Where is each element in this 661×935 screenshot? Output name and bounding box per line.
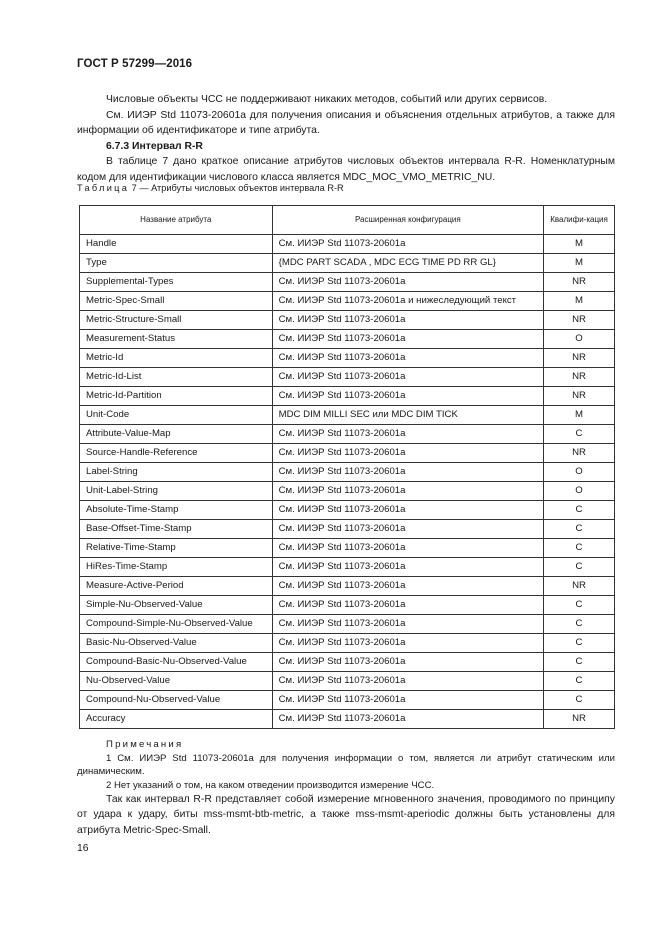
table-row	[80, 634, 615, 653]
cell-attribute-name: Type	[80, 254, 273, 273]
document-header: ГОСТ Р 57299—2016	[77, 58, 193, 70]
cell-attribute-name: Metric-Structure-Small	[80, 311, 273, 330]
cell-extended-config: См. ИИЭР Std 11073-20601а	[272, 691, 543, 710]
cell-attribute-name: Handle	[80, 235, 273, 254]
cell-attribute-name: Simple-Nu-Observed-Value	[80, 596, 273, 615]
cell-extended-config: См. ИИЭР Std 11073-20601а	[272, 577, 543, 596]
column-header-qualification: Квалифи-кация	[544, 206, 615, 235]
cell-attribute-name: Unit-Code	[80, 406, 273, 425]
notes	[77, 738, 615, 792]
cell-extended-config: См. ИИЭР Std 11073-20601а	[272, 539, 543, 558]
cell-extended-config: См. ИИЭР Std 11073-20601а	[272, 615, 543, 634]
table-row	[80, 520, 615, 539]
table-row	[80, 672, 615, 691]
table-row	[80, 710, 615, 729]
cell-attribute-name: Metric-Spec-Small	[80, 292, 273, 311]
final-text	[77, 792, 615, 838]
table-row	[80, 653, 615, 672]
table-row	[80, 463, 615, 482]
cell-attribute-name: HiRes-Time-Stamp	[80, 558, 273, 577]
cell-attribute-name: Measure-Active-Period	[80, 577, 273, 596]
table-row	[80, 311, 615, 330]
cell-qualification: О	[544, 482, 615, 501]
cell-qualification: NR	[544, 349, 615, 368]
cell-extended-config: См. ИИЭР Std 11073-20601а	[272, 558, 543, 577]
cell-attribute-name: Compound-Simple-Nu-Observed-Value	[80, 615, 273, 634]
cell-extended-config: MDC DIM MILLI SEC или MDC DIM TICK	[272, 406, 543, 425]
cell-extended-config: См. ИИЭР Std 11073-20601а	[272, 444, 543, 463]
cell-attribute-name: Measurement-Status	[80, 330, 273, 349]
cell-qualification: NR	[544, 577, 615, 596]
attributes-table	[79, 205, 615, 729]
cell-attribute-name: Unit-Label-String	[80, 482, 273, 501]
cell-extended-config: См. ИИЭР Std 11073-20601а	[272, 311, 543, 330]
table-row	[80, 482, 615, 501]
table-row	[80, 577, 615, 596]
section-heading: 6.7.3 Интервал R-R	[106, 140, 203, 152]
cell-qualification: О	[544, 330, 615, 349]
cell-qualification: С	[544, 653, 615, 672]
final-paragraph: Так как интервал R-R представляет собой измерение мгновенного значения, проводимого по принципу от удара к удару, биты mss-msmt-btb-metric, а также mss-msmt-aperiodic должны быть установлены для атрибута Metric-Spec-Small.	[77, 794, 615, 836]
cell-attribute-name: Base-Offset-Time-Stamp	[80, 520, 273, 539]
table-row	[80, 406, 615, 425]
cell-qualification: С	[544, 634, 615, 653]
intro-text	[77, 92, 615, 186]
table-row	[80, 615, 615, 634]
cell-qualification: NR	[544, 387, 615, 406]
column-header-config: Расширенная конфигурация	[272, 206, 543, 235]
table-row	[80, 235, 615, 254]
cell-extended-config: См. ИИЭР Std 11073-20601а	[272, 710, 543, 729]
cell-attribute-name: Metric-Id	[80, 349, 273, 368]
cell-extended-config: См. ИИЭР Std 11073-20601а	[272, 482, 543, 501]
note-item-2: 2 Нет указаний о том, на каком отведении производится измерение ЧСС.	[106, 779, 435, 791]
cell-qualification: NR	[544, 710, 615, 729]
table-row	[80, 368, 615, 387]
cell-qualification: NR	[544, 368, 615, 387]
cell-extended-config: См. ИИЭР Std 11073-20601а	[272, 387, 543, 406]
table-caption-label: Таблица	[77, 183, 130, 193]
cell-qualification: О	[544, 463, 615, 482]
note-item-1: 1 См. ИИЭР Std 11073-20601а для получения информации о том, является ли атрибут статическим или динамическим.	[77, 752, 615, 777]
table-row	[80, 501, 615, 520]
table-row	[80, 292, 615, 311]
cell-extended-config: См. ИИЭР Std 11073-20601а	[272, 634, 543, 653]
cell-attribute-name: Source-Handle-Reference	[80, 444, 273, 463]
cell-qualification: С	[544, 520, 615, 539]
cell-extended-config: См. ИИЭР Std 11073-20601а	[272, 596, 543, 615]
table-row	[80, 330, 615, 349]
table-row	[80, 691, 615, 710]
column-header-name: Название атрибута	[80, 206, 273, 235]
cell-attribute-name: Metric-Id-Partition	[80, 387, 273, 406]
cell-qualification: NR	[544, 273, 615, 292]
table-row	[80, 387, 615, 406]
table-row	[80, 558, 615, 577]
cell-extended-config: См. ИИЭР Std 11073-20601а	[272, 349, 543, 368]
cell-qualification: С	[544, 596, 615, 615]
table-row	[80, 596, 615, 615]
cell-attribute-name: Absolute-Time-Stamp	[80, 501, 273, 520]
cell-attribute-name: Accuracy	[80, 710, 273, 729]
table-row	[80, 273, 615, 292]
intro-paragraph-1: Числовые объекты ЧСС не поддерживают никаких методов, событий или других сервисов.	[106, 94, 548, 105]
cell-extended-config: {MDC PART SCADA , MDC ECG TIME PD RR GL}	[272, 254, 543, 273]
intro-paragraph-3: В таблице 7 дано краткое описание атрибутов числовых объектов интервала R-R. Номенклатурным кодом для идентификации числового класса является MDC_MOC_VMO_METRIC_NU.	[77, 156, 615, 183]
cell-qualification: М	[544, 235, 615, 254]
cell-qualification: С	[544, 615, 615, 634]
table-row	[80, 349, 615, 368]
table-row	[80, 444, 615, 463]
cell-extended-config: См. ИИЭР Std 11073-20601а	[272, 273, 543, 292]
cell-attribute-name: Relative-Time-Stamp	[80, 539, 273, 558]
cell-attribute-name: Nu-Observed-Value	[80, 672, 273, 691]
table-caption-text: 7 — Атрибуты числовых объектов интервала R-R	[129, 183, 344, 193]
cell-extended-config: См. ИИЭР Std 11073-20601а	[272, 330, 543, 349]
cell-extended-config: См. ИИЭР Std 11073-20601а	[272, 235, 543, 254]
cell-qualification: С	[544, 691, 615, 710]
cell-qualification: М	[544, 406, 615, 425]
cell-extended-config: См. ИИЭР Std 11073-20601а	[272, 501, 543, 520]
cell-extended-config: См. ИИЭР Std 11073-20601а	[272, 368, 543, 387]
table-caption	[77, 183, 344, 193]
table-header-row	[80, 206, 615, 235]
cell-qualification: С	[544, 539, 615, 558]
cell-extended-config: См. ИИЭР Std 11073-20601а	[272, 425, 543, 444]
intro-paragraph-2: См. ИИЭР Std 11073-20601а для получения описания и объяснения отдельных атрибутов, а также для информации об идентификаторе и типе атрибута.	[77, 109, 615, 137]
cell-qualification: С	[544, 558, 615, 577]
cell-extended-config: См. ИИЭР Std 11073-20601а	[272, 672, 543, 691]
cell-qualification: NR	[544, 311, 615, 330]
cell-attribute-name: Metric-Id-List	[80, 368, 273, 387]
notes-title: Примечания	[106, 739, 184, 750]
page-number: 16	[77, 843, 89, 854]
table-row	[80, 425, 615, 444]
cell-extended-config: См. ИИЭР Std 11073-20601а	[272, 520, 543, 539]
table-body	[80, 235, 615, 729]
table-row	[80, 254, 615, 273]
cell-attribute-name: Basic-Nu-Observed-Value	[80, 634, 273, 653]
cell-attribute-name: Supplemental-Types	[80, 273, 273, 292]
cell-qualification: NR	[544, 444, 615, 463]
cell-extended-config: См. ИИЭР Std 11073-20601а	[272, 463, 543, 482]
cell-qualification: С	[544, 425, 615, 444]
cell-attribute-name: Compound-Basic-Nu-Observed-Value	[80, 653, 273, 672]
table-row	[80, 539, 615, 558]
cell-qualification: С	[544, 672, 615, 691]
cell-qualification: М	[544, 254, 615, 273]
cell-extended-config: См. ИИЭР Std 11073-20601а	[272, 653, 543, 672]
cell-attribute-name: Compound-Nu-Observed-Value	[80, 691, 273, 710]
cell-qualification: С	[544, 501, 615, 520]
cell-extended-config: См. ИИЭР Std 11073-20601а и нижеследующий текст	[272, 292, 543, 311]
cell-attribute-name: Label-String	[80, 463, 273, 482]
cell-attribute-name: Attribute-Value-Map	[80, 425, 273, 444]
cell-qualification: М	[544, 292, 615, 311]
